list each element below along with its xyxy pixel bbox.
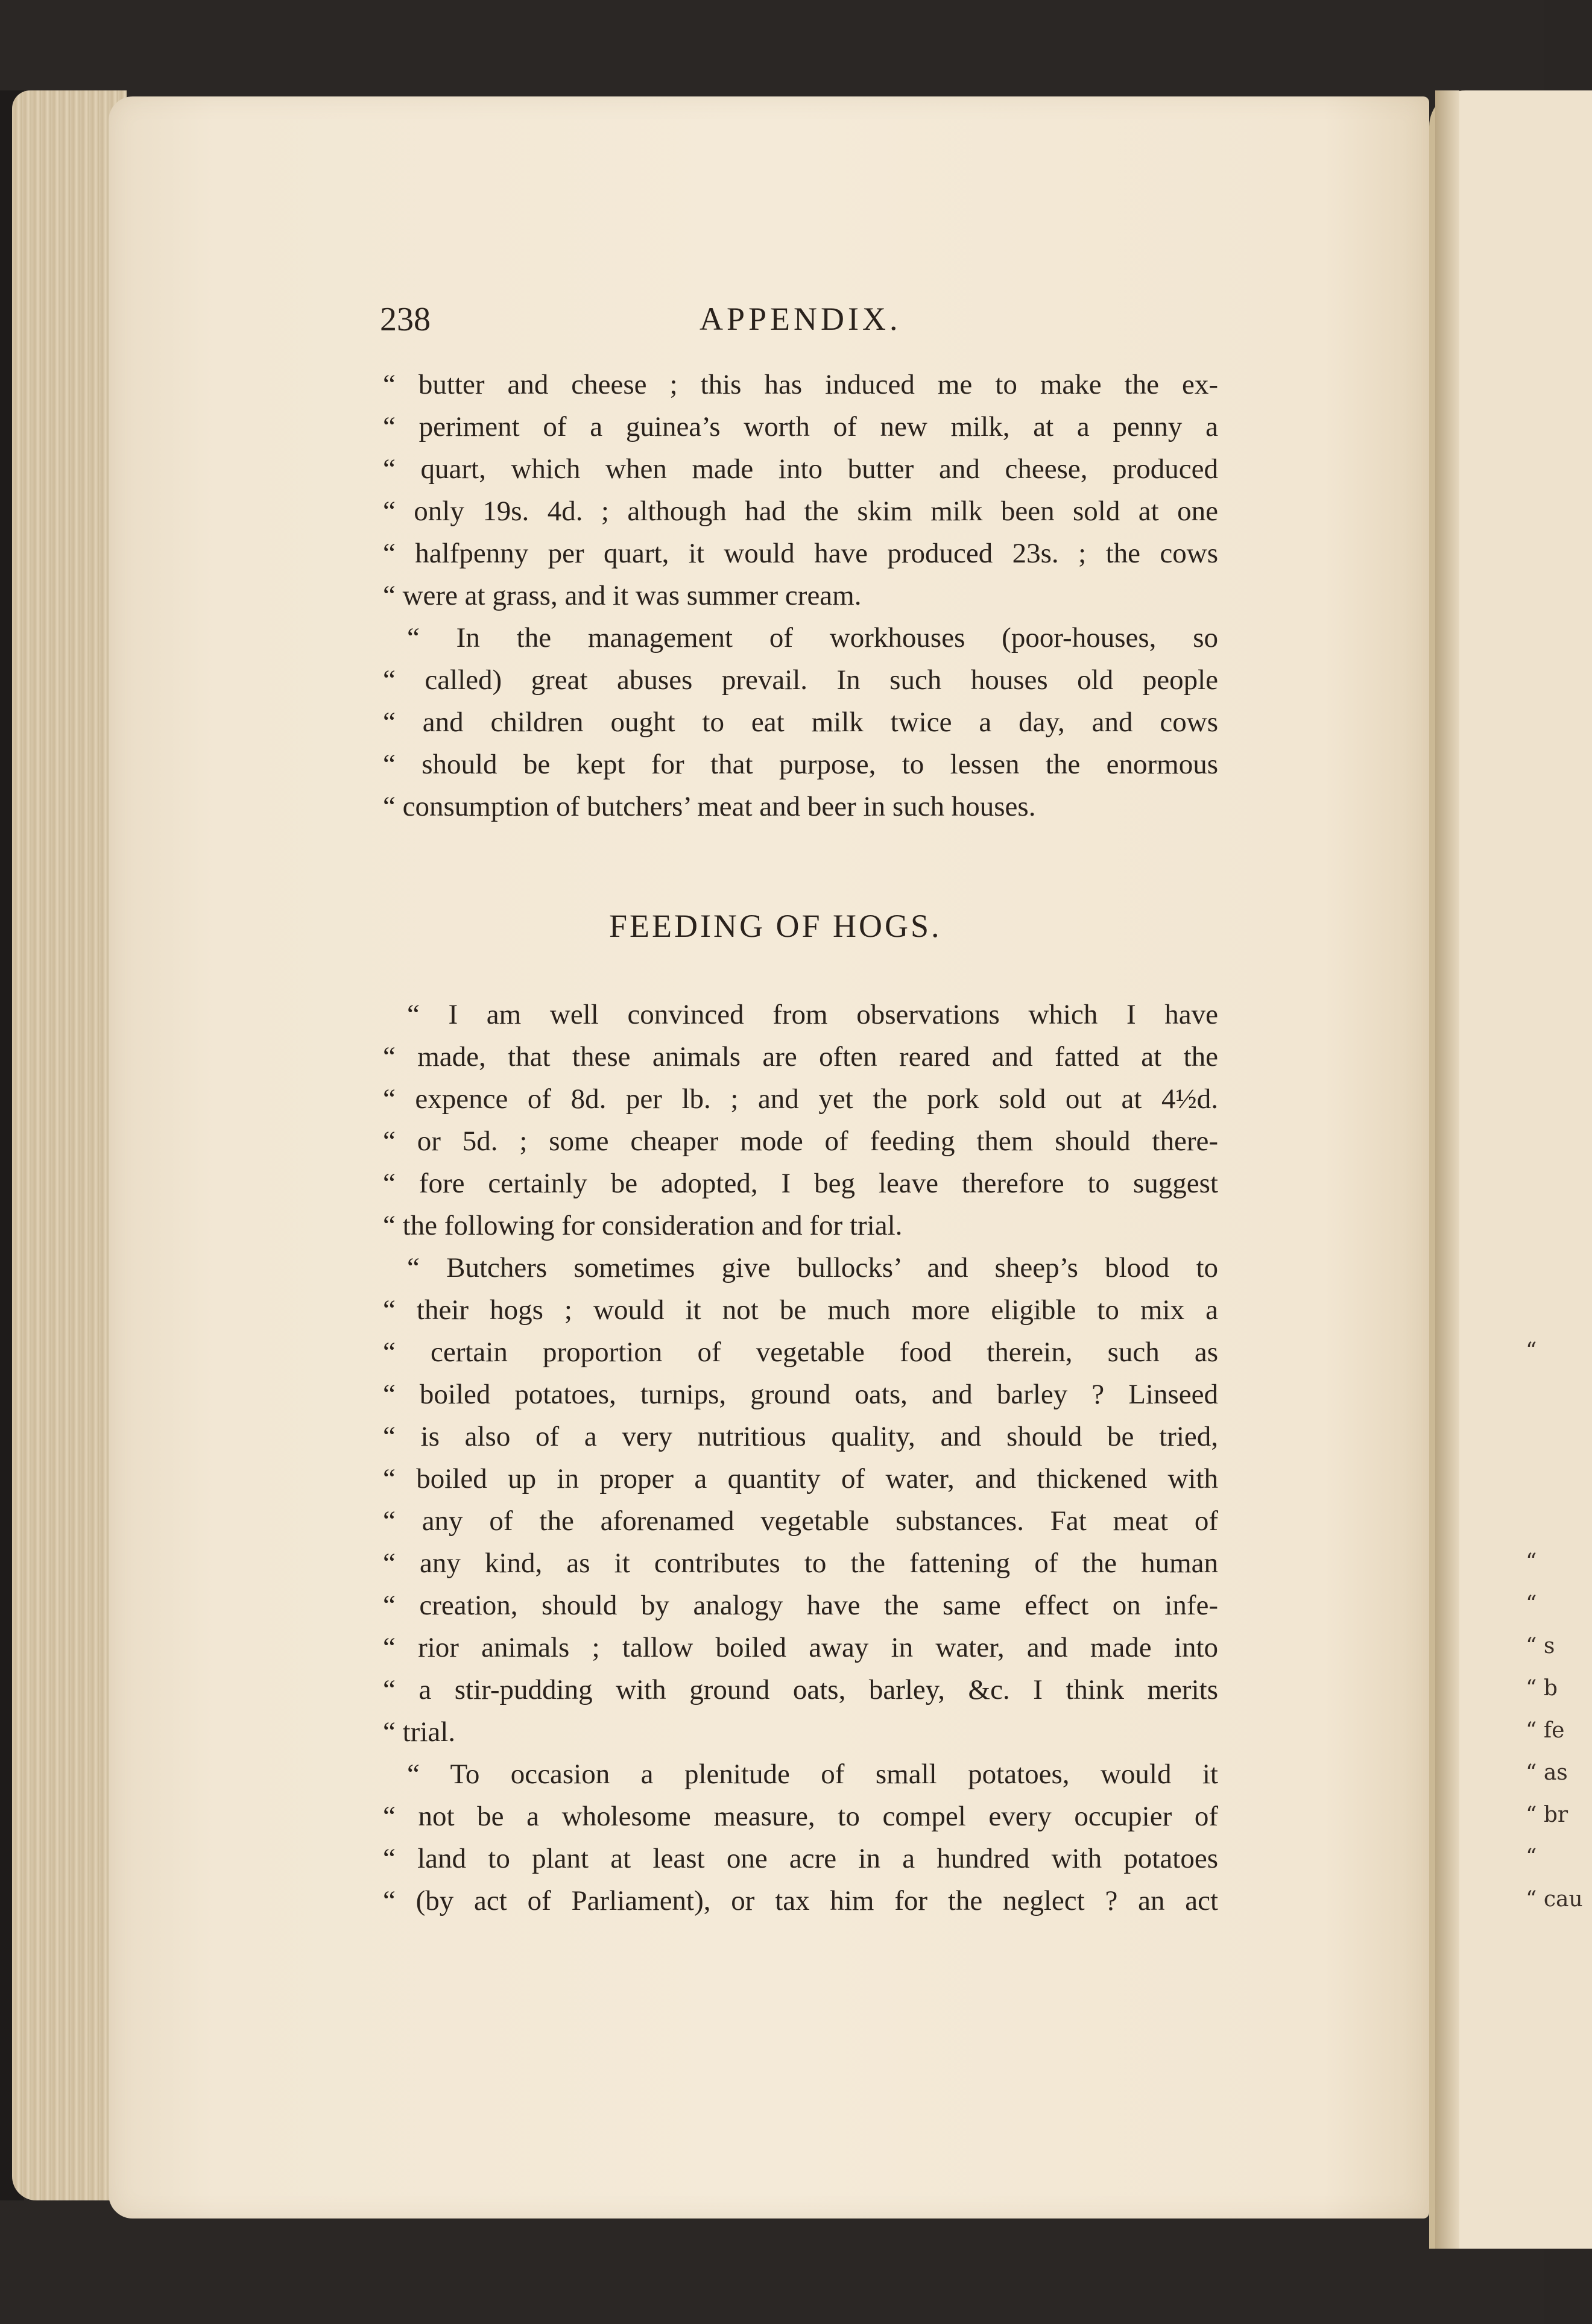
facing-fragment: “	[1526, 1549, 1537, 1574]
text-line: “ made, that these animals are often reared and fatted at the	[383, 1041, 1218, 1072]
text-line: “ To occasion a plenitude of small potatoes, would it	[407, 1759, 1218, 1790]
text-line: “ periment of a guinea’s worth of new milk, at a penny a	[383, 411, 1218, 442]
text-line: “ their hogs ; would it not be much more eligible to mix a	[383, 1294, 1218, 1326]
text-line: “ land to plant at least one acre in a hundred with potatoes	[383, 1843, 1218, 1874]
text-line: “ butter and cheese ; this has induced me to make the ex-	[383, 369, 1218, 400]
facing-page	[1429, 90, 1592, 2249]
text-line: “ consumption of butchers’ meat and beer in such houses.	[383, 791, 1036, 822]
text-line: “ is also of a very nutritious quality, and should be tried,	[383, 1421, 1218, 1452]
text-line: “ trial.	[383, 1716, 456, 1748]
section-heading: FEEDING OF HOGS.	[609, 908, 942, 944]
text-line: “ I am well convinced from observations which I have	[407, 999, 1218, 1030]
text-line: “ or 5d. ; some cheaper mode of feeding them should there-	[383, 1126, 1218, 1157]
text-line: “ boiled potatoes, turnips, ground oats, and barley ? Linseed	[383, 1379, 1218, 1410]
facing-fragment: “	[1526, 1338, 1537, 1363]
facing-fragment: “ cau	[1526, 1887, 1583, 1912]
text-line: “ expence of 8d. per lb. ; and yet the pork sold out at 4½d.	[383, 1083, 1218, 1115]
running-title: APPENDIX.	[700, 301, 902, 337]
text-line: “ a stir-pudding with ground oats, barley, &c. I think merits	[383, 1674, 1218, 1705]
text-line: “ any kind, as it contributes to the fattening of the human	[383, 1548, 1218, 1579]
text-line: “ creation, should by analogy have the same effect on infe-	[383, 1590, 1218, 1621]
text-line: “ only 19s. 4d. ; although had the skim milk been sold at one	[383, 496, 1218, 527]
facing-fragment: “ fe	[1526, 1718, 1565, 1743]
text-line: “ certain proportion of vegetable food therein, such as	[383, 1337, 1218, 1368]
facing-fragment: “	[1526, 1845, 1537, 1869]
text-line: “ halfpenny per quart, it would have produced 23s. ; the cows	[383, 538, 1218, 569]
text-line: “ the following for consideration and for trial.	[383, 1210, 903, 1241]
page-number: 238	[380, 301, 431, 338]
text-line: “ (by act of Parliament), or tax him for the neglect ? an act	[383, 1885, 1218, 1916]
text-line: “ In the management of workhouses (poor-houses, so	[407, 622, 1218, 653]
text-line: “ any of the aforenamed vegetable substances. Fat meat of	[383, 1505, 1218, 1537]
text-line: “ called) great abuses prevail. In such houses old people	[383, 664, 1218, 696]
text-line: “ not be a wholesome measure, to compel every occupier of	[383, 1801, 1218, 1832]
facing-fragment: “ br	[1526, 1803, 1568, 1827]
facing-fragment: “ s	[1526, 1634, 1555, 1658]
running-head	[380, 300, 989, 342]
text-line: “ and children ought to eat milk twice a day, and cows	[383, 707, 1218, 738]
text-line: “ should be kept for that purpose, to lessen the enormous	[383, 749, 1218, 780]
facing-fragment: “ as	[1526, 1760, 1568, 1785]
facing-fragment: “	[1526, 1592, 1537, 1616]
text-line: “ fore certainly be adopted, I beg leave therefore to suggest	[383, 1168, 1218, 1199]
text-line: “ boiled up in proper a quantity of water, and thickened with	[383, 1463, 1218, 1494]
text-line: “ quart, which when made into butter and cheese, produced	[383, 453, 1218, 485]
text-line: “ were at grass, and it was summer cream.	[383, 580, 862, 611]
text-line: “ rior animals ; tallow boiled away in water, and made into	[383, 1632, 1218, 1663]
gutter	[1435, 90, 1459, 2249]
text-line: “ Butchers sometimes give bullocks’ and sheep’s blood to	[407, 1252, 1218, 1283]
facing-fragment: “ b	[1526, 1676, 1558, 1701]
